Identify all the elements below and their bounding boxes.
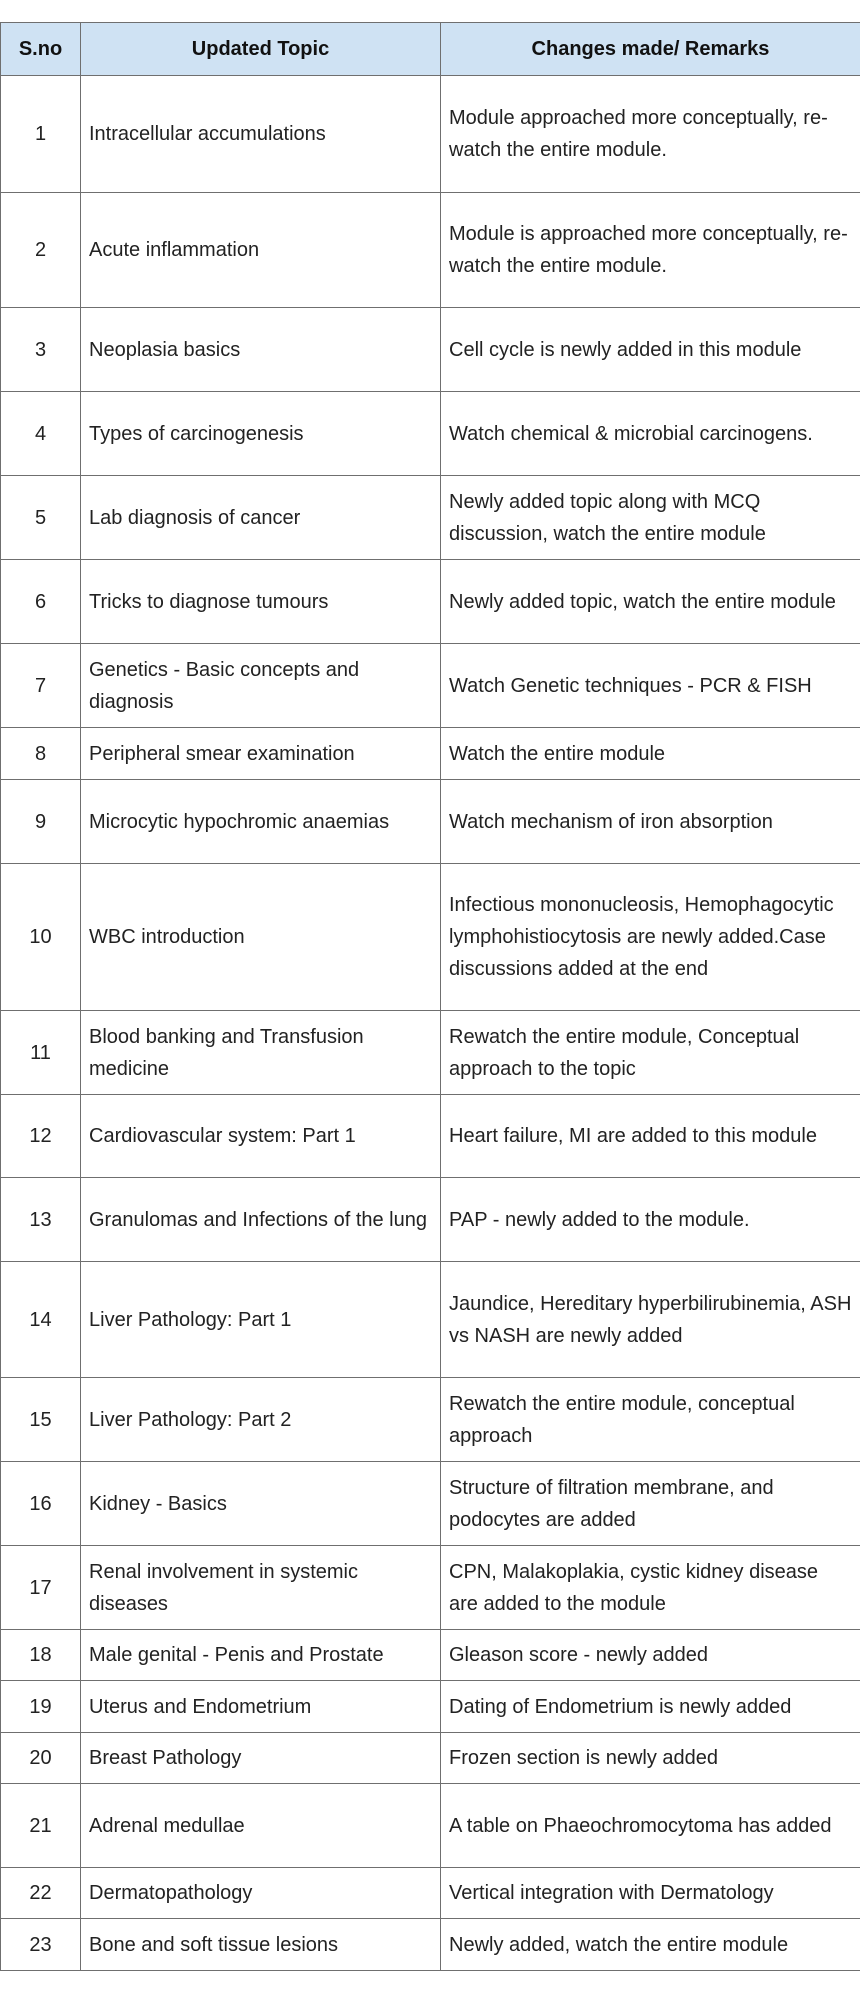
row-sno: 12 xyxy=(1,1095,81,1178)
row-sno: 17 xyxy=(1,1546,81,1630)
row-remark: Watch the entire module xyxy=(441,728,860,780)
row-topic: Kidney - Basics xyxy=(81,1462,441,1546)
row-remark: Module approached more conceptually, re-watch the entire module. xyxy=(441,76,860,193)
row-topic: WBC introduction xyxy=(81,864,441,1011)
table-row xyxy=(1,76,860,193)
row-remark: Newly added topic along with MCQ discussion, watch the entire module xyxy=(441,476,860,560)
row-sno: 6 xyxy=(1,560,81,644)
row-sno: 10 xyxy=(1,864,81,1011)
table-row xyxy=(1,1011,860,1095)
row-remark: Jaundice, Hereditary hyperbilirubinemia, ASH vs NASH are newly added xyxy=(441,1262,860,1378)
row-remark: Dating of Endometrium is newly added xyxy=(441,1681,860,1733)
row-topic: Genetics - Basic concepts and diagnosis xyxy=(81,644,441,728)
row-sno: 5 xyxy=(1,476,81,560)
row-sno: 3 xyxy=(1,308,81,392)
row-topic: Renal involvement in systemic diseases xyxy=(81,1546,441,1630)
row-remark: Structure of filtration membrane, and podocytes are added xyxy=(441,1462,860,1546)
row-remark: Rewatch the entire module, Conceptual approach to the topic xyxy=(441,1011,860,1095)
row-sno: 9 xyxy=(1,780,81,864)
row-sno: 1 xyxy=(1,76,81,193)
row-topic: Lab diagnosis of cancer xyxy=(81,476,441,560)
table-row xyxy=(1,1178,860,1262)
table-row xyxy=(1,1681,860,1733)
row-sno: 11 xyxy=(1,1011,81,1095)
column-header-sno: S.no xyxy=(1,23,81,76)
row-remark: Watch Genetic techniques - PCR & FISH xyxy=(441,644,860,728)
table-row xyxy=(1,392,860,476)
table-row xyxy=(1,1262,860,1378)
row-topic: Tricks to diagnose tumours xyxy=(81,560,441,644)
table-row xyxy=(1,728,860,780)
table-header-row xyxy=(1,23,860,76)
row-sno: 2 xyxy=(1,193,81,308)
row-sno: 16 xyxy=(1,1462,81,1546)
table-row xyxy=(1,560,860,644)
row-remark: Newly added topic, watch the entire module xyxy=(441,560,860,644)
row-remark: Rewatch the entire module, conceptual approach xyxy=(441,1378,860,1462)
table-row xyxy=(1,1095,860,1178)
row-topic: Blood banking and Transfusion medicine xyxy=(81,1011,441,1095)
table-row xyxy=(1,780,860,864)
row-remark: CPN, Malakoplakia, cystic kidney disease are added to the module xyxy=(441,1546,860,1630)
row-topic: Liver Pathology: Part 1 xyxy=(81,1262,441,1378)
row-remark: Cell cycle is newly added in this module xyxy=(441,308,860,392)
row-sno: 13 xyxy=(1,1178,81,1262)
table-row xyxy=(1,864,860,1011)
row-remark: Module is approached more conceptually, re-watch the entire module. xyxy=(441,193,860,308)
row-sno: 22 xyxy=(1,1868,81,1919)
row-topic: Peripheral smear examination xyxy=(81,728,441,780)
row-topic: Microcytic hypochromic anaemias xyxy=(81,780,441,864)
row-topic: Acute inflammation xyxy=(81,193,441,308)
row-sno: 4 xyxy=(1,392,81,476)
row-sno: 14 xyxy=(1,1262,81,1378)
row-remark: Heart failure, MI are added to this module xyxy=(441,1095,860,1178)
row-remark: Newly added, watch the entire module xyxy=(441,1919,860,1971)
row-sno: 20 xyxy=(1,1733,81,1784)
topics-update-table xyxy=(0,22,860,1971)
table-row xyxy=(1,1919,860,1971)
row-topic: Neoplasia basics xyxy=(81,308,441,392)
row-sno: 18 xyxy=(1,1630,81,1681)
table-row xyxy=(1,1462,860,1546)
row-topic: Breast Pathology xyxy=(81,1733,441,1784)
table-body xyxy=(1,76,860,1971)
row-remark: A table on Phaeochromocytoma has added xyxy=(441,1784,860,1868)
table-row xyxy=(1,1378,860,1462)
row-remark: Watch mechanism of iron absorption xyxy=(441,780,860,864)
row-sno: 7 xyxy=(1,644,81,728)
row-topic: Dermatopathology xyxy=(81,1868,441,1919)
row-topic: Liver Pathology: Part 2 xyxy=(81,1378,441,1462)
row-topic: Granulomas and Infections of the lung xyxy=(81,1178,441,1262)
row-sno: 15 xyxy=(1,1378,81,1462)
row-topic: Adrenal medullae xyxy=(81,1784,441,1868)
row-sno: 8 xyxy=(1,728,81,780)
table-row xyxy=(1,644,860,728)
table-row xyxy=(1,1630,860,1681)
row-remark: PAP - newly added to the module. xyxy=(441,1178,860,1262)
row-topic: Male genital - Penis and Prostate xyxy=(81,1630,441,1681)
column-header-topic: Updated Topic xyxy=(81,23,441,76)
table-row xyxy=(1,1546,860,1630)
row-remark: Watch chemical & microbial carcinogens. xyxy=(441,392,860,476)
row-sno: 19 xyxy=(1,1681,81,1733)
row-topic: Bone and soft tissue lesions xyxy=(81,1919,441,1971)
table-row xyxy=(1,1733,860,1784)
table-row xyxy=(1,193,860,308)
table-row xyxy=(1,1868,860,1919)
row-topic: Uterus and Endometrium xyxy=(81,1681,441,1733)
row-topic: Intracellular accumulations xyxy=(81,76,441,193)
row-remark: Frozen section is newly added xyxy=(441,1733,860,1784)
column-header-remarks: Changes made/ Remarks xyxy=(441,23,860,76)
row-remark: Infectious mononucleosis, Hemophagocytic lymphohistiocytosis are newly added.Case discussions added at the end xyxy=(441,864,860,1011)
table-row xyxy=(1,1784,860,1868)
row-topic: Types of carcinogenesis xyxy=(81,392,441,476)
row-topic: Cardiovascular system: Part 1 xyxy=(81,1095,441,1178)
row-remark: Vertical integration with Dermatology xyxy=(441,1868,860,1919)
row-remark: Gleason score - newly added xyxy=(441,1630,860,1681)
table-row xyxy=(1,308,860,392)
row-sno: 21 xyxy=(1,1784,81,1868)
row-sno: 23 xyxy=(1,1919,81,1971)
table-row xyxy=(1,476,860,560)
